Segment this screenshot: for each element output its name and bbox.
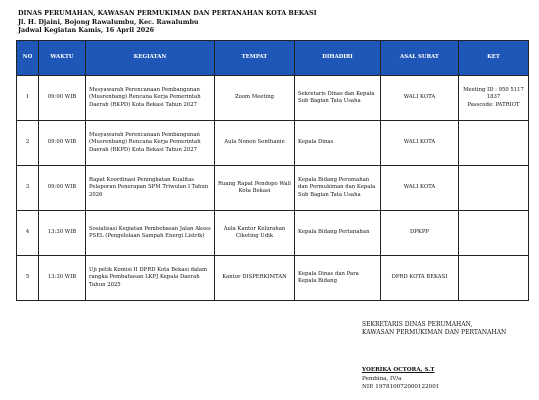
table-row bbox=[17, 166, 529, 211]
cell-kegiatan: Rapat Koordinasi Peningkatan Kualitas Pelaporan Penerapan SPM Triwulan I Tahun 2026 bbox=[86, 166, 215, 211]
cell-asal-surat: WALI KOTA bbox=[381, 166, 459, 211]
cell-ket bbox=[459, 166, 529, 211]
cell-no: 1 bbox=[17, 76, 39, 121]
cell-asal-surat: DPKPP bbox=[381, 211, 459, 256]
cell-waktu: 13:30 WIB bbox=[39, 211, 86, 256]
agency-address: Jl. H. Djaini, Bojong Rawalumbu, Kec. Rawalumbu bbox=[18, 17, 199, 26]
schedule-date: Jadwal Kegiatan Kamis, 16 April 2026 bbox=[18, 26, 155, 35]
table-row bbox=[17, 121, 529, 166]
cell-tempat: Aula Nonon Sonthanie bbox=[215, 121, 295, 166]
header-dihadiri: DIHADIRI bbox=[295, 41, 381, 76]
cell-ket bbox=[459, 211, 529, 256]
header-waktu: WAKTU bbox=[39, 41, 86, 76]
cell-tempat: Zoom Meeting bbox=[215, 76, 295, 121]
cell-waktu: 09:00 WIB bbox=[39, 76, 86, 121]
cell-tempat: Ruang Rapat Pendopo Wali Kota Bekasi bbox=[215, 166, 295, 211]
agency-name: DINAS PERUMAHAN, KAWASAN PERMUKIMAN DAN PERTANAHAN KOTA BEKASI bbox=[18, 9, 317, 17]
cell-asal-surat: DPRD KOTA BEKASI bbox=[381, 256, 459, 301]
cell-ket bbox=[459, 256, 529, 301]
table-row bbox=[17, 256, 529, 301]
ket-passcode: Passcode: PATRIOT bbox=[467, 101, 520, 108]
ket-meeting-id: Meeting ID : 950 5117 1837 bbox=[463, 87, 524, 101]
cell-tempat: Aula Kantor Kelurahan Ciketing Udik bbox=[215, 211, 295, 256]
table-row bbox=[17, 211, 529, 256]
table-header-row bbox=[17, 41, 529, 76]
header-no: NO bbox=[17, 41, 39, 76]
cell-kegiatan: Sosialisasi Kegiatan Pembebasan Jalan Akses PSEL (Pengelolaan Sampah Energi Listrik) bbox=[86, 211, 215, 256]
cell-dihadiri: Kepala Dinas bbox=[295, 121, 381, 166]
document-header bbox=[18, 9, 317, 35]
cell-no: 4 bbox=[17, 211, 39, 256]
cell-kegiatan: Uji petik Komisi II DPRD Kota Bekasi dalam rangka Pembahasan LKPJ Kepala Daerah Tahun 2025 bbox=[86, 256, 215, 301]
cell-dihadiri: Kepala Bidang Perumahan dan Permukiman dan Kepala Sub Bagian Tata Usaha bbox=[295, 166, 381, 211]
header-kegiatan: KEGIATAN bbox=[86, 41, 215, 76]
cell-tempat: Kantor DISPERKIMTAN bbox=[215, 256, 295, 301]
signature-title-line-2: KAWASAN PERMUKIMAN DAN PERTANAHAN bbox=[362, 329, 507, 337]
cell-no: 5 bbox=[17, 256, 39, 301]
header-asal-surat: ASAL SURAT bbox=[381, 41, 459, 76]
table-row bbox=[17, 76, 529, 121]
cell-dihadiri: Sekretaris Dinas dan Kepala Sub Bagian Tata Usaha bbox=[295, 76, 381, 121]
cell-kegiatan: Musyawarah Perencanaan Pembangunan (Musrenbang) Rencana Kerja Pemerintah Daerah (RKPD) Kota Bekasi Tahun 2027 bbox=[86, 121, 215, 166]
signature-title-line-1: SEKRETARIS DINAS PERUMAHAN, bbox=[362, 321, 473, 328]
cell-waktu: 13:30 WIB bbox=[39, 256, 86, 301]
cell-dihadiri: Kepala Bidang Pertanahan bbox=[295, 211, 381, 256]
cell-ket bbox=[459, 76, 529, 121]
cell-asal-surat: WALI KOTA bbox=[381, 76, 459, 121]
header-tempat: TEMPAT bbox=[215, 41, 295, 76]
header-ket: KET bbox=[459, 41, 529, 76]
cell-waktu: 09:00 WIB bbox=[39, 166, 86, 211]
signatory-name: YOERIKA OCTORA, S.T bbox=[362, 367, 435, 373]
cell-asal-surat: WALI KOTA bbox=[381, 121, 459, 166]
cell-dihadiri: Kepala Dinas dan Para Kepala Bidang bbox=[295, 256, 381, 301]
cell-ket bbox=[459, 121, 529, 166]
schedule-table bbox=[16, 40, 529, 301]
cell-waktu: 09:00 WIB bbox=[39, 121, 86, 166]
signatory-nip: NIP. 197810072000122001 bbox=[362, 384, 440, 390]
cell-no: 2 bbox=[17, 121, 39, 166]
cell-no: 3 bbox=[17, 166, 39, 211]
signature-title bbox=[362, 321, 506, 338]
signatory-rank: Pembina, IV/a bbox=[362, 376, 402, 382]
cell-kegiatan: Musyawarah Perencanaan Pembangunan (Musrenbang) Rencana Kerja Pemerintah Daerah (RKPD) Kota Bekasi Tahun 2027 bbox=[86, 76, 215, 121]
